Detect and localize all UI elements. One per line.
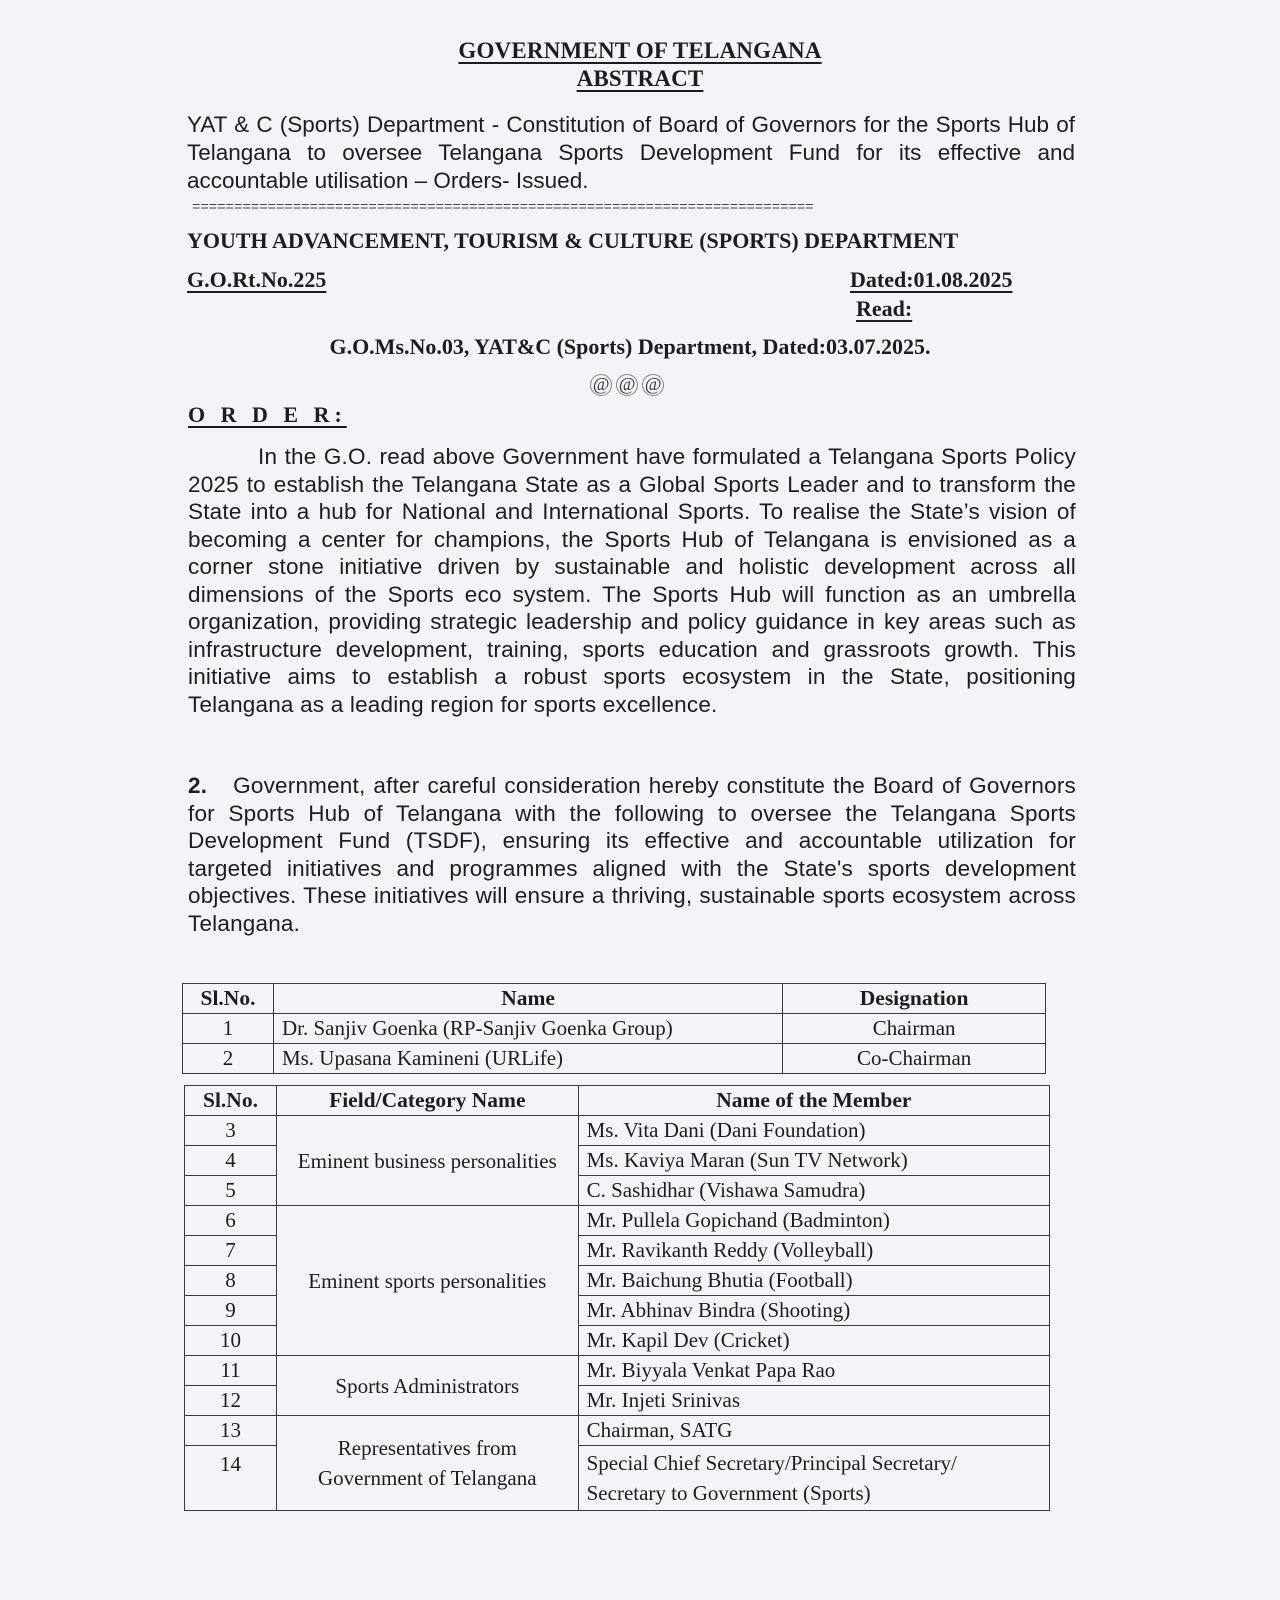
sl-number: 6 — [185, 1206, 277, 1236]
sl-number: 3 — [185, 1116, 277, 1146]
designation: Chairman — [783, 1014, 1046, 1044]
order-date: Dated:01.08.2025 — [850, 267, 1013, 292]
category-name: Sports Administrators — [276, 1356, 578, 1416]
table-row — [183, 1014, 1046, 1044]
sl-number: 14 — [185, 1446, 277, 1511]
member-name: Ms. Vita Dani (Dani Foundation) — [578, 1116, 1049, 1146]
abstract-heading — [0, 66, 1280, 92]
government-heading-text: GOVERNMENT OF TELANGANA — [458, 38, 822, 63]
order-heading: O R D E R: — [188, 402, 347, 427]
members-table — [184, 1085, 1050, 1511]
paragraph-2-number: 2. — [188, 773, 208, 798]
member-name: Mr. Baichung Bhutia (Football) — [578, 1266, 1049, 1296]
category-name: Representatives from Government of Telangana — [276, 1416, 578, 1511]
member-name: Chairman, SATG — [578, 1416, 1049, 1446]
paragraph-1-text: In the G.O. read above Government have formulated a Telangana Sports Policy 2025 to establish the Telangana State as a Global Sports Leader and to transform the State into a hub for National and International Sports. To realise the State’s vision of becoming a center for champions, the Sports Hub of Telangana is envisioned as a corner stone initiative driven by sustainable and holistic development across all dimensions of the Sports eco system. The Sports Hub will function as an umbrella organization, providing strategic leadership and policy guidance in key areas such as infrastructure development, training, sports education and grassroots growth. This initiative aims to establish a robust sports ecosystem in the State, positioning Telangana as a leading region for sports excellence. — [188, 444, 1076, 717]
category-name: Eminent sports personalities — [276, 1206, 578, 1356]
column-header-member-name: Name of the Member — [578, 1086, 1049, 1116]
sl-number: 4 — [185, 1146, 277, 1176]
designation: Co-Chairman — [783, 1044, 1046, 1074]
column-header-category: Field/Category Name — [276, 1086, 578, 1116]
sl-number: 9 — [185, 1296, 277, 1326]
member-name: Mr. Ravikanth Reddy (Volleyball) — [578, 1236, 1049, 1266]
sl-number: 1 — [183, 1014, 274, 1044]
sl-number: 8 — [185, 1266, 277, 1296]
abstract-heading-text: ABSTRACT — [576, 66, 704, 91]
table-row — [185, 1416, 1050, 1446]
column-header-name: Name — [273, 984, 782, 1014]
at-symbol-icon: @ — [590, 374, 612, 396]
member-name: Mr. Pullela Gopichand (Badminton) — [578, 1206, 1049, 1236]
sl-number: 7 — [185, 1236, 277, 1266]
department-name: YOUTH ADVANCEMENT, TOURISM & CULTURE (SPORTS) DEPARTMENT — [187, 228, 959, 253]
at-symbol-icon: @ — [642, 374, 664, 396]
table-row — [183, 1044, 1046, 1074]
at-symbol-icon: @ — [616, 374, 638, 396]
member-name: Dr. Sanjiv Goenka (RP-Sanjiv Goenka Group) — [273, 1014, 782, 1044]
government-heading — [0, 38, 1280, 64]
table-row — [185, 1356, 1050, 1386]
separator-line: ========================================================================== — [192, 200, 814, 216]
member-name: Mr. Kapil Dev (Cricket) — [578, 1326, 1049, 1356]
paragraph-2-text: Government, after careful consideration hereby constitute the Board of Governors for Sports Hub of Telangana with the following to oversee the Telangana Sports Development Fund (TSDF), ensuring its effective and accountable utilization for targeted initiatives and programmes aligned with the State's sports development objectives. These initiatives will ensure a thriving, sustainable sports ecosystem across Telangana. — [188, 773, 1076, 936]
sl-number: 5 — [185, 1176, 277, 1206]
table-row — [185, 1206, 1050, 1236]
member-name: C. Sashidhar (Vishawa Samudra) — [578, 1176, 1049, 1206]
member-name: Special Chief Secretary/Principal Secretary/ Secretary to Government (Sports) — [578, 1446, 1049, 1511]
table-header-row — [183, 984, 1046, 1014]
column-header-slno: Sl.No. — [185, 1086, 277, 1116]
member-name: Mr. Abhinav Bindra (Shooting) — [578, 1296, 1049, 1326]
member-name: Ms. Kaviya Maran (Sun TV Network) — [578, 1146, 1049, 1176]
go-number: G.O.Rt.No.225 — [187, 267, 327, 292]
reference-go: G.O.Ms.No.03, YAT&C (Sports) Department, Dated:03.07.2025. — [329, 334, 931, 359]
paragraph-1 — [188, 443, 1076, 718]
table-row — [185, 1116, 1050, 1146]
sl-number: 11 — [185, 1356, 277, 1386]
member-name: Ms. Upasana Kamineni (URLife) — [273, 1044, 782, 1074]
sl-number: 12 — [185, 1386, 277, 1416]
column-header-slno: Sl.No. — [183, 984, 274, 1014]
abstract-subject: YAT & C (Sports) Department - Constitution of Board of Governors for the Sports Hub of Telangana to oversee Telangana Sports Development Fund for its effective and accountable utilisation – Orders- Issued. — [187, 112, 1075, 193]
read-label: Read: — [856, 296, 913, 321]
category-name: Eminent business personalities — [276, 1116, 578, 1206]
sl-number: 2 — [183, 1044, 274, 1074]
leadership-table — [182, 983, 1046, 1074]
member-name: Mr. Injeti Srinivas — [578, 1386, 1049, 1416]
column-header-designation: Designation — [783, 984, 1046, 1014]
sl-number: 10 — [185, 1326, 277, 1356]
member-name: Mr. Biyyala Venkat Papa Rao — [578, 1356, 1049, 1386]
sl-number: 13 — [185, 1416, 277, 1446]
paragraph-2 — [188, 772, 1076, 937]
table-header-row — [185, 1086, 1050, 1116]
at-symbols-divider — [590, 374, 668, 396]
